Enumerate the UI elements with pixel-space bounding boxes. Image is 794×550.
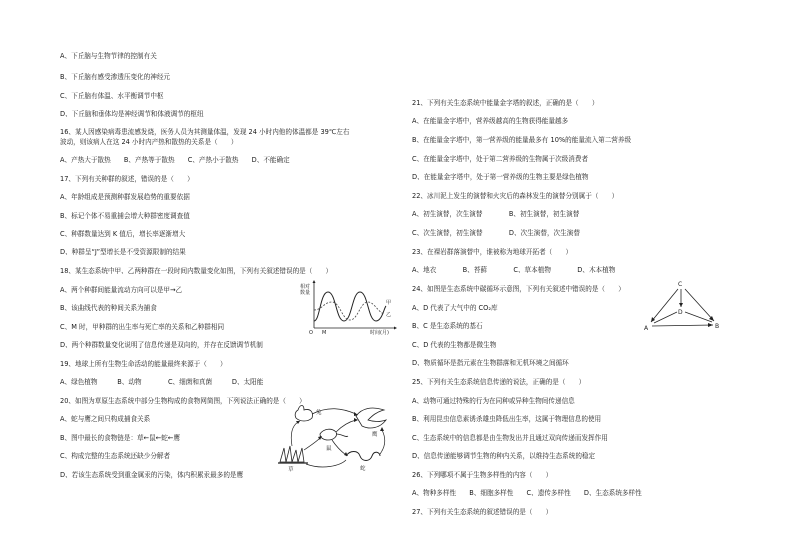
q17-stem: 17、下列有关种群的叙述，错误的是（ ）	[60, 175, 194, 183]
y-axis-label-2: 数量	[300, 290, 311, 296]
q18-stem: 18、某生态系统中甲、乙两种群在一段时间内数量变化如图，下列有关叙述错误的是（ ）	[60, 267, 333, 275]
q22-options-cd: C、次生演替，初生演替 D、次生演替，次生演替	[412, 229, 580, 237]
q18-option-b: B、该曲线代表的种间关系为捕食	[60, 304, 157, 312]
arrow-c-a	[651, 289, 678, 322]
q21-stem: 21、下列有关生态系统中能量金字塔的叙述，正确的是（ ）	[412, 99, 599, 107]
arrow-grass-rabbit	[291, 422, 298, 446]
node-d: D	[678, 309, 683, 316]
population-graph	[298, 276, 398, 336]
grass-drawing	[280, 446, 304, 462]
arrow-grass-mouse	[304, 438, 320, 450]
carbon-cycle-diagram	[640, 278, 726, 336]
arrow-mouse-snake	[332, 440, 346, 455]
q19-options: A、绿色植物 B、动物 C、细菌和真菌 D、太阳能	[60, 378, 264, 386]
q23-options: A、地衣 B、苔藓 C、草本植物 D、木本植物	[412, 266, 616, 274]
q21-option-a: A、在能量金字塔中，营养级越高的生物获得能量越多	[412, 117, 569, 125]
q21-option-c: C、在能量金字塔中，处于第二营养级的生物属于次级消费者	[412, 155, 589, 163]
q20-option-d: D、若该生态系统受到重金属汞的污染，体内积累汞最多的是鹰	[60, 471, 244, 479]
arrow-mouse-hawk	[336, 420, 356, 432]
q16-stem-line1: 16、某人因感染病毒患流感发烧，医务人员为其测量体温，发现 24 小时内他的体温都是 39℃左右	[60, 128, 350, 136]
q15-option-c: C、下丘脑有体温、水平衡调节中枢	[60, 92, 164, 100]
q18-option-d: D、两个种群数量变化说明了信息传递是双向的，并存在反馈调节机制	[60, 341, 263, 349]
q16-options: A、产热大于散热 B、产热等于散热 C、产热小于散热 D、不能确定	[60, 156, 290, 164]
mouse-label: 鼠	[326, 446, 332, 452]
q24-option-a: A、D 代表了大气中的 CO₂库	[412, 304, 498, 312]
series-yi-curve	[314, 302, 384, 320]
series-yi-label: 乙	[386, 312, 392, 318]
q17-option-b: B、标记个体不易重捕会增大种群密度调查值	[60, 212, 190, 220]
q20-option-b: B、图中最长的食物链是：草←鼠←蛇←鹰	[60, 434, 181, 442]
food-web-picture	[276, 400, 396, 472]
q20-option-c: C、构成完整的生态系统还缺少分解者	[60, 452, 171, 460]
arrow-c-b	[685, 289, 714, 321]
q25-option-d: D、信息传递能够调节生物的种内关系，以维持生态系统的稳定	[412, 452, 596, 460]
hawk-label: 鹰	[372, 432, 378, 438]
q18-option-a: A、两个种群间能量流动方向可以是甲→乙	[60, 286, 183, 294]
q19-stem: 19、地球上所有生物生命活动的能量最终来源于（ ）	[60, 360, 227, 368]
q22-stem: 22、冰川泥上发生的演替和火灾后的森林发生的演替分别属于（ ）	[412, 192, 619, 200]
q25-stem: 25、下列有关生态系统信息传递的说法，正确的是（ ）	[412, 378, 586, 386]
q18-option-c: C、M 时，甲种群的出生率与死亡率的关系和乙种群相同	[60, 323, 225, 331]
q25-option-c: C、生态系统中的信息都是由生物发出并且通过双向传递而发挥作用	[412, 434, 608, 442]
x-axis-label: 时间(月)	[370, 330, 389, 336]
y-axis-label-1: 相对	[300, 284, 311, 290]
q24-option-d: D、物质循环是指元素在生物群落和无机环境之间循环	[412, 359, 569, 367]
q21-option-b: B、在能量金字塔中，第一营养级的能量最多有 10%的能量流入第二营养级	[412, 136, 632, 144]
q21-option-d: D、在能量金字塔中，处于第一营养级的生物主要是绿色植物	[412, 173, 589, 181]
q20-option-a: A、蛇与鹰之间只构成捕食关系	[60, 415, 151, 423]
q25-option-a: A、动物可通过特殊的行为在同种或异种生物间传递信息	[412, 397, 575, 405]
q15-option-d: D、下丘脑和垂体均是神经调节和体液调节的枢纽	[60, 110, 204, 118]
q20-stem: 20、如图为草原生态系统中部分生物构成的食物网简图，下列说法正确的是（ ）	[60, 397, 306, 405]
q17-option-d: D、种群呈“J”型增长是不受资源限制的结果	[60, 248, 186, 256]
q16-stem-line2: 波动，则该病人在这 24 小时内产热和散热的关系是（ ）	[60, 138, 238, 146]
node-a: A	[644, 325, 649, 332]
arrow-grass-base	[306, 460, 346, 467]
q26-stem: 26、下列哪项不属于生物多样性的内容（ ）	[412, 471, 553, 479]
snake-label: 蛇	[360, 466, 366, 472]
q17-option-c: C、种群数量达到 K 值后，增长率逐渐增大	[60, 230, 186, 238]
m-label: M	[322, 330, 327, 336]
q17-option-a: A、年龄组成是预测种群发展趋势的重要依据	[60, 193, 190, 201]
arrow-a-b	[652, 325, 713, 326]
series-jia-label: 甲	[386, 300, 392, 306]
grass-label: 草	[288, 467, 294, 472]
node-c: C	[678, 281, 683, 288]
q25-option-b: B、利用昆虫信息素诱杀雄虫降低出生率，这属于物理信息的使用	[412, 415, 602, 423]
rabbit-drawing	[295, 406, 312, 422]
q24-stem: 24、如图是生态系统中碳循环示意图，下列有关叙述中错误的是（ ）	[412, 285, 625, 293]
rabbit-label: 兔	[316, 410, 322, 416]
snake-drawing	[346, 452, 380, 461]
mouse-drawing	[320, 429, 348, 440]
origin-label: O	[309, 330, 313, 336]
q27-stem: 27、下列有关生态系统的叙述错误的是（ ）	[412, 508, 553, 516]
hawk-drawing	[356, 408, 386, 428]
q15-option-a: A、下丘脑与生物节律的控制有关	[60, 52, 157, 60]
node-b: B	[715, 323, 720, 330]
q23-stem: 23、在裸岩群落演替中，谁被称为地球开拓者（ ）	[412, 248, 573, 256]
q26-options: A、物种多样性 B、细胞多样性 C、遗传多样性 D、生态系统多样性	[412, 489, 642, 497]
q24-option-b: B、C 是生态系统的基石	[412, 322, 483, 330]
arrow-snake-hawk	[380, 430, 385, 454]
q15-option-b: B、下丘脑有感受渗透压变化的神经元	[60, 73, 171, 81]
q22-options-ab: A、初生演替，次生演替 B、初生演替，初生演替	[412, 210, 580, 218]
arrow-d-b	[685, 312, 712, 322]
q24-option-c: C、D 代表的生物都是微生物	[412, 341, 497, 349]
